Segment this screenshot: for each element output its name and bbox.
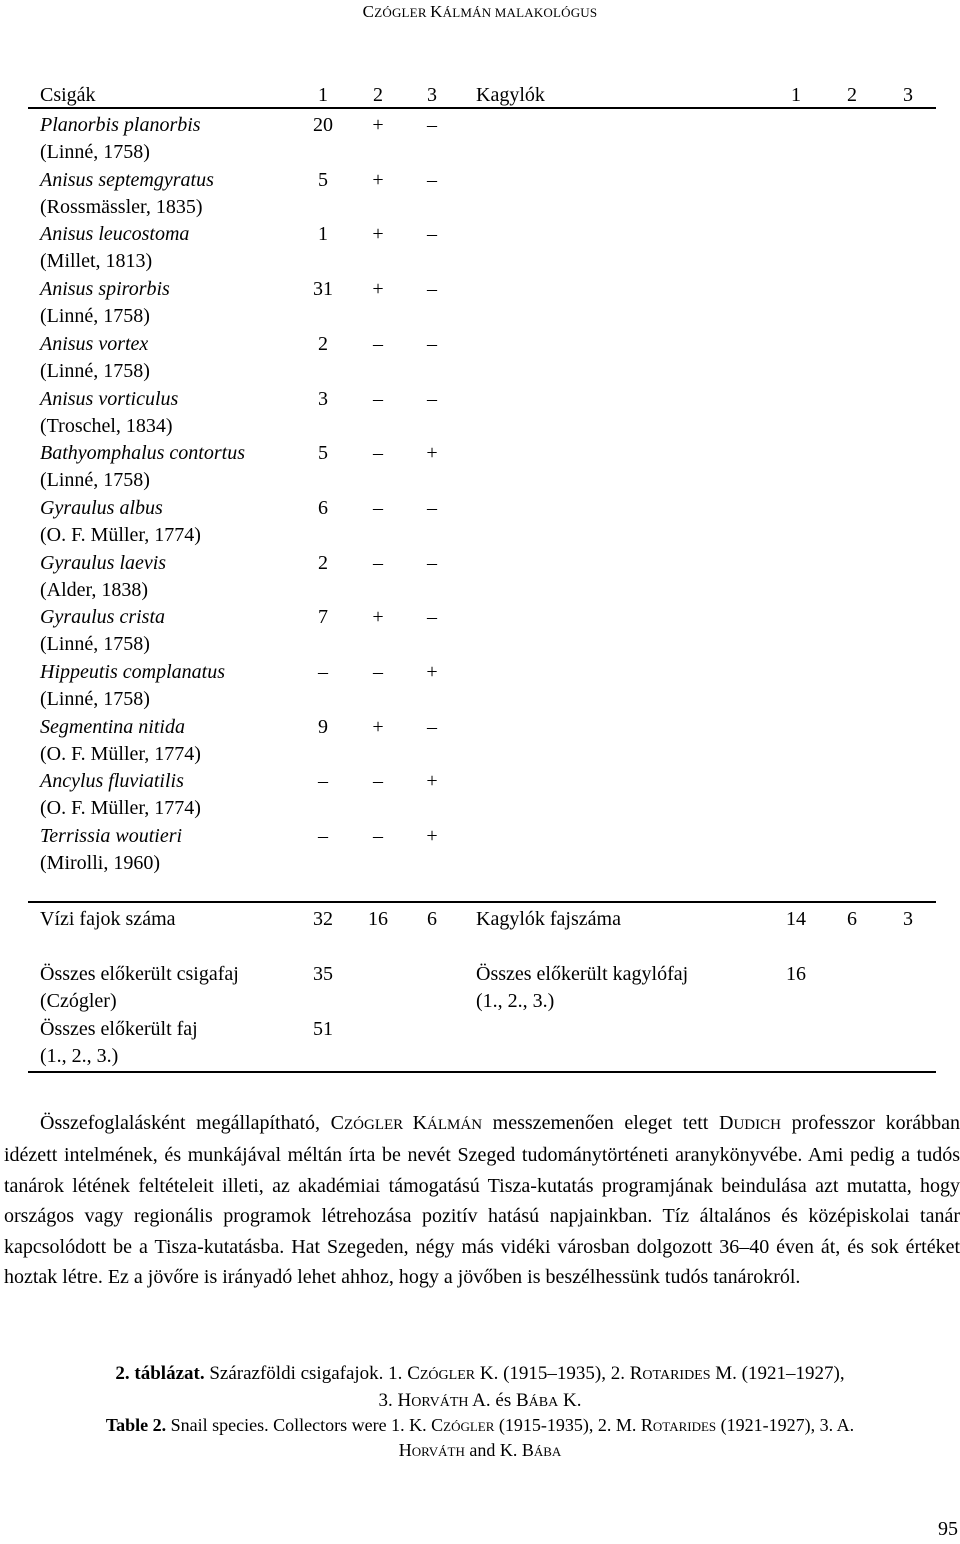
caption-name: B (515, 1390, 529, 1411)
caption-name: ZÓGLER (443, 1419, 495, 1434)
species-col-1: – (318, 661, 328, 683)
total-mussels-col-2: 6 (847, 908, 857, 930)
header-right-col-1: 1 (791, 84, 801, 106)
species-author: (Millet, 1813) (40, 250, 153, 273)
running-head-part: ÁLMÁN MALAKOLÓGUS (442, 5, 598, 20)
species-col-3: + (426, 442, 438, 465)
caption-name: OTARIDES (652, 1419, 717, 1434)
paragraph-text: professzor korábban idézett intelmének, és munkájával méltán írta be nevét Szeged tudománytörténeti aranykönyvébe. Ami pedig a tudós tanárok létének feltételeit illeti, az akadémiai támogatású Tisza-kutatás programjának beindulása azt mutatta, hogy országos vagy regionális programok létrehozása pozitív hatású napjainkban. Tíz általános és középiskolai tanár kapcsolódott be a Tisza-kutatásba. Hat Szegeden, négy más vidéki városban dolgozott 36–40 éven át, és sok értéket hoztak létre. Ez a jövőre is irányadó lehet ahhoz, hogy a jövőben is beszélhessünk tudós tanárokról. (4, 1112, 960, 1289)
paragraph-name: ÁLMÁN (427, 1117, 483, 1133)
body-paragraph (4, 1108, 960, 1292)
caption-text: (1915-1935), 2. M. (494, 1415, 641, 1435)
total-mussels-col-1: 14 (786, 908, 806, 930)
header-col-2: 2 (373, 84, 383, 106)
species-col-1: 20 (313, 114, 333, 136)
caption-label: 2. táblázat. (115, 1363, 205, 1384)
species-col-2: – (373, 332, 383, 355)
summary-snails-sub: (Czógler) (40, 990, 117, 1012)
species-author: (Linné, 1758) (40, 688, 150, 710)
header-col-1: 1 (318, 84, 328, 106)
total-water-col-2: 16 (368, 908, 388, 930)
summary-mussels-label: Összes előkerült kagylófaj (476, 963, 689, 985)
species-name: Anisus vortex (40, 332, 149, 355)
species-col-2: + (372, 223, 384, 246)
page-number: 95 (938, 1518, 958, 1540)
caption-text: M. (1921–1927), (710, 1363, 845, 1384)
caption-name: C (407, 1363, 420, 1384)
paragraph-name: K (412, 1112, 428, 1134)
species-col-2: – (373, 825, 383, 848)
paragraph-name: C (330, 1112, 345, 1134)
caption-name: H (397, 1390, 412, 1411)
caption-name: R (640, 1415, 653, 1435)
caption-name: ZÓGLER (419, 1368, 476, 1383)
caption-text: Szárazföldi csigafajok. 1. (204, 1363, 408, 1384)
header-right-col-3: 3 (903, 84, 913, 106)
table-bottom-rule (28, 1071, 936, 1073)
species-col-3: + (426, 825, 438, 848)
summary-all-value: 51 (313, 1018, 333, 1040)
species-name: Ancylus fluviatilis (40, 770, 184, 793)
caption-name: R (629, 1363, 643, 1384)
table-middle-rule (28, 901, 936, 903)
species-name: Gyraulus crista (40, 606, 165, 629)
caption-name: B (521, 1440, 534, 1460)
caption-label: Table 2. (105, 1415, 167, 1435)
paragraph-name: ZÓGLER (344, 1117, 413, 1133)
running-head-part: C (362, 2, 375, 21)
species-name: Segmentina nitida (40, 715, 185, 738)
species-col-3: + (426, 661, 438, 683)
caption-text: K. (558, 1390, 582, 1411)
total-water-col-3: 6 (427, 908, 437, 930)
species-author: (Linné, 1758) (40, 359, 150, 382)
species-col-2: + (372, 715, 384, 738)
table-caption-hu-line2 (0, 1387, 960, 1416)
species-col-3: + (426, 770, 438, 793)
species-col-2: + (372, 168, 384, 191)
caption-name: ÁBA (528, 1395, 559, 1410)
caption-name: H (398, 1440, 412, 1460)
species-col-2: – (373, 496, 383, 519)
caption-text: Snail species. Collectors were 1. K. (166, 1415, 432, 1435)
species-col-2: + (372, 114, 384, 136)
species-col-1: 2 (318, 332, 328, 355)
total-mussels-label: Kagylók fajszáma (476, 908, 621, 930)
paragraph-text: messzemenően eleget tett (482, 1112, 720, 1134)
summary-snails-label: Összes előkerült csigafaj (40, 963, 239, 985)
summary-snails-value: 35 (313, 963, 333, 985)
species-col-1: 3 (318, 387, 328, 410)
caption-text: 3. (378, 1390, 398, 1411)
header-mussels: Kagylók (476, 84, 545, 106)
species-author: (Alder, 1838) (40, 578, 149, 601)
species-author: (Linné, 1758) (40, 305, 150, 328)
total-mussels-col-3: 3 (903, 908, 913, 930)
header-snails: Csigák (40, 84, 96, 106)
summary-mussels-value: 16 (786, 963, 806, 985)
table-caption-en-line2 (0, 1438, 960, 1464)
species-col-3: – (427, 715, 437, 738)
caption-name: OTARIDES (642, 1368, 711, 1383)
total-water-col-1: 32 (313, 908, 333, 930)
species-col-1: 1 (318, 223, 328, 246)
caption-name: ORVÁTH (411, 1444, 465, 1459)
species-col-1: 31 (313, 278, 333, 301)
species-name: Terrissia woutieri (40, 825, 183, 848)
species-author: (Linné, 1758) (40, 141, 150, 163)
caption-name: ÁBA (533, 1444, 562, 1459)
species-col-3: – (427, 606, 437, 629)
running-head-part: ZÓGLER (374, 5, 431, 20)
species-col-1: 7 (318, 606, 328, 629)
species-name: Gyraulus albus (40, 496, 163, 519)
species-author: (Linné, 1758) (40, 633, 150, 656)
species-col-3: – (427, 387, 437, 410)
species-author: (Linné, 1758) (40, 469, 150, 492)
total-water-label: Vízi fajok száma (40, 908, 176, 930)
table-caption-en (0, 1413, 960, 1439)
species-col-2: + (372, 606, 384, 629)
species-col-3: – (427, 496, 437, 519)
species-col-3: – (427, 551, 437, 574)
species-name: Anisus septemgyratus (40, 168, 214, 191)
table-caption-hu (0, 1360, 960, 1389)
species-name: Anisus vorticulus (40, 387, 179, 410)
species-author: (Mirolli, 1960) (40, 852, 160, 875)
species-name: Anisus leucostoma (40, 223, 190, 246)
species-col-2: – (373, 770, 383, 793)
species-col-2: + (372, 278, 384, 301)
species-name: Hippeutis complanatus (40, 661, 225, 683)
caption-text: A. és (468, 1390, 516, 1411)
header-right-col-2: 2 (847, 84, 857, 106)
running-head-part: K (430, 2, 443, 21)
species-col-1: 5 (318, 168, 328, 191)
species-col-3: – (427, 278, 437, 301)
species-name: Planorbis planorbis (40, 114, 201, 136)
species-col-1: – (318, 825, 328, 848)
species-col-3: – (427, 114, 437, 136)
summary-all-label: Összes előkerült faj (40, 1018, 198, 1040)
species-author: (O. F. Müller, 1774) (40, 797, 201, 820)
running-head (0, 2, 960, 22)
species-col-1: 5 (318, 442, 328, 465)
header-col-3: 3 (427, 84, 437, 106)
species-col-3: – (427, 168, 437, 191)
species-col-1: 6 (318, 496, 328, 519)
table-top-rule (28, 107, 936, 109)
caption-name: ORVÁTH (411, 1395, 469, 1410)
species-col-2: – (373, 551, 383, 574)
species-author: (O. F. Müller, 1774) (40, 742, 201, 765)
species-col-2: – (373, 661, 383, 683)
species-col-3: – (427, 223, 437, 246)
caption-text: K. (1915–1935), 2. (475, 1363, 630, 1384)
paragraph-name: D (719, 1112, 734, 1134)
caption-text: and K. (464, 1440, 522, 1460)
summary-mussels-sub: (1., 2., 3.) (476, 990, 555, 1012)
paragraph-name: UDICH (733, 1117, 781, 1133)
summary-all-sub: (1., 2., 3.) (40, 1045, 119, 1067)
species-col-2: – (373, 442, 383, 465)
species-col-2: – (373, 387, 383, 410)
species-author: (Rossmässler, 1835) (40, 195, 203, 218)
species-name: Anisus spirorbis (40, 278, 170, 301)
species-author: (Troschel, 1834) (40, 414, 173, 437)
species-name: Gyraulus laevis (40, 551, 167, 574)
species-name: Bathyomphalus contortus (40, 442, 245, 465)
species-author: (O. F. Müller, 1774) (40, 523, 201, 546)
paragraph-text: Összefoglalásként megállapítható, (40, 1112, 331, 1134)
species-col-1: 9 (318, 715, 328, 738)
species-col-1: 2 (318, 551, 328, 574)
species-col-3: – (427, 332, 437, 355)
species-col-1: – (318, 770, 328, 793)
caption-text: (1921-1927), 3. A. (716, 1415, 855, 1435)
caption-name: C (431, 1415, 444, 1435)
